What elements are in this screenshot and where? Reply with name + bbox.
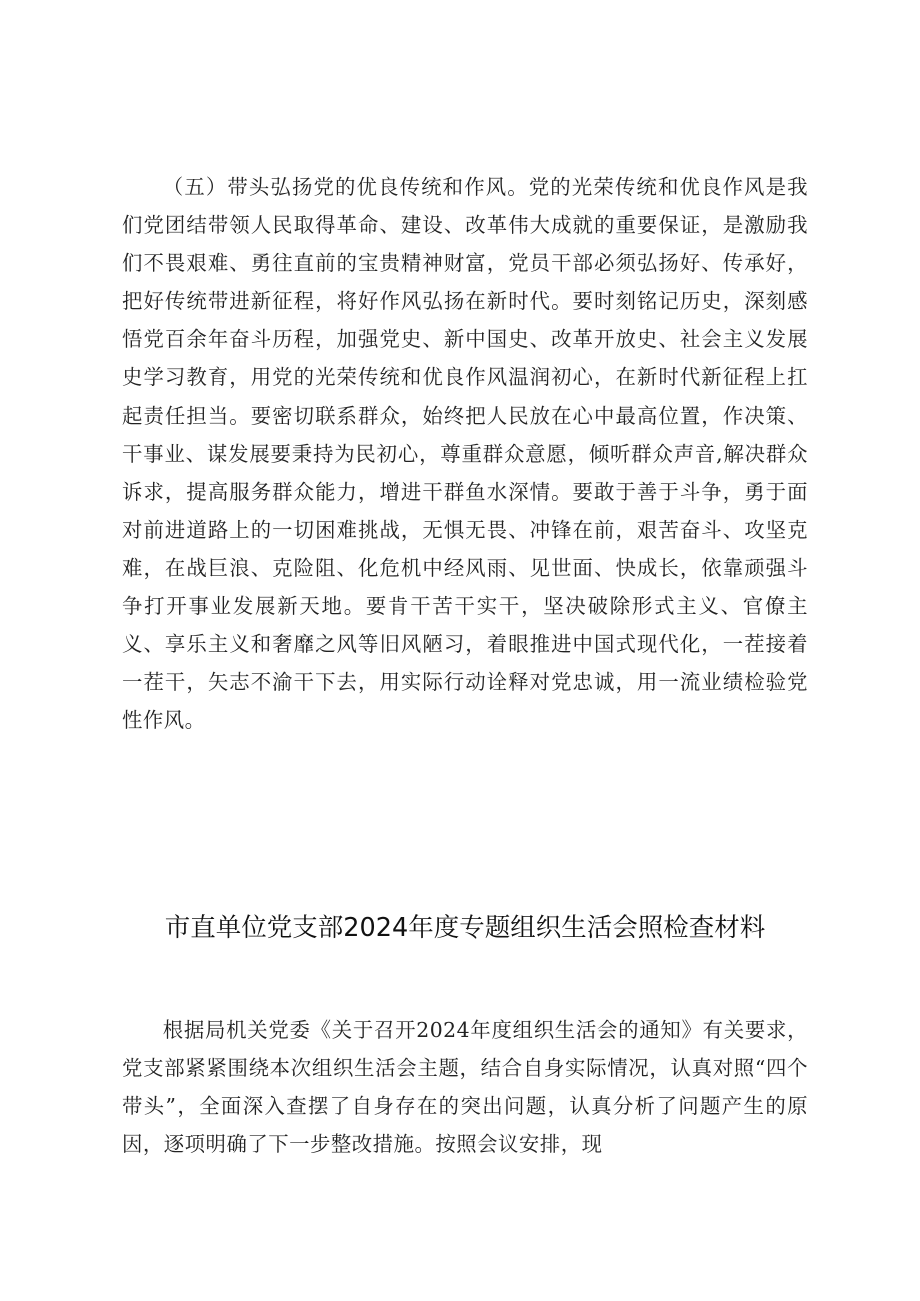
- section-five-paragraph: （五）带头弘扬党的优良传统和作风。党的光荣传统和优良作风是我们党团结带领人民取得革命、建设、改革伟大成就的重要保证，是激励我们不畏艰难、勇往直前的宝贵精神财富，党员干部必须弘扬好、传承好，把好传统带进新征程，将好作风弘扬在新时代。要时刻铭记历史，深刻感悟党百余年奋斗历程，加强党史、新中国史、改革开放史、社会主义发展史学习教育，用党的光荣传统和优良作风温润初心，在新时代新征程上扛起责任担当。要密切联系群众，始终把人民放在心中最高位置，作决策、干事业、谋发展要秉持为民初心，尊重群众意愿，倾听群众声音,解决群众诉求，提高服务群众能力，增进干群鱼水深情。要敢于善于斗争，勇于面对前进道路上的一切困难挑战，无惧无畏、冲锋在前，艰苦奋斗、攻坚克难，在战巨浪、克险阻、化危机中经风雨、见世面、快成长，依靠顽强斗争打开事业发展新天地。要肯干苦干实干，坚决破除形式主义、官僚主义、享乐主义和奢靡之风等旧风陋习，着眼推进中国式现代化，一茬接着一茬干，矢志不渝干下去，用实际行动诠释对党忠诚，用一流业绩检验党性作风。: [122, 175, 808, 733]
- document-title: 市直单位党支部2024年度专题组织生活会照检查材料: [164, 913, 766, 943]
- intro-paragraph: 根据局机关党委《关于召开2024年度组织生活会的通知》有关要求，党支部紧紧围绕本次组织生活会主题，结合自身实际情况，认真对照“四个带头”，全面深入查摆了自身存在的突出问题，认真分析了问题产生的原因，逐项明确了下一步整改措施。按照会议安排，现: [122, 1018, 808, 1157]
